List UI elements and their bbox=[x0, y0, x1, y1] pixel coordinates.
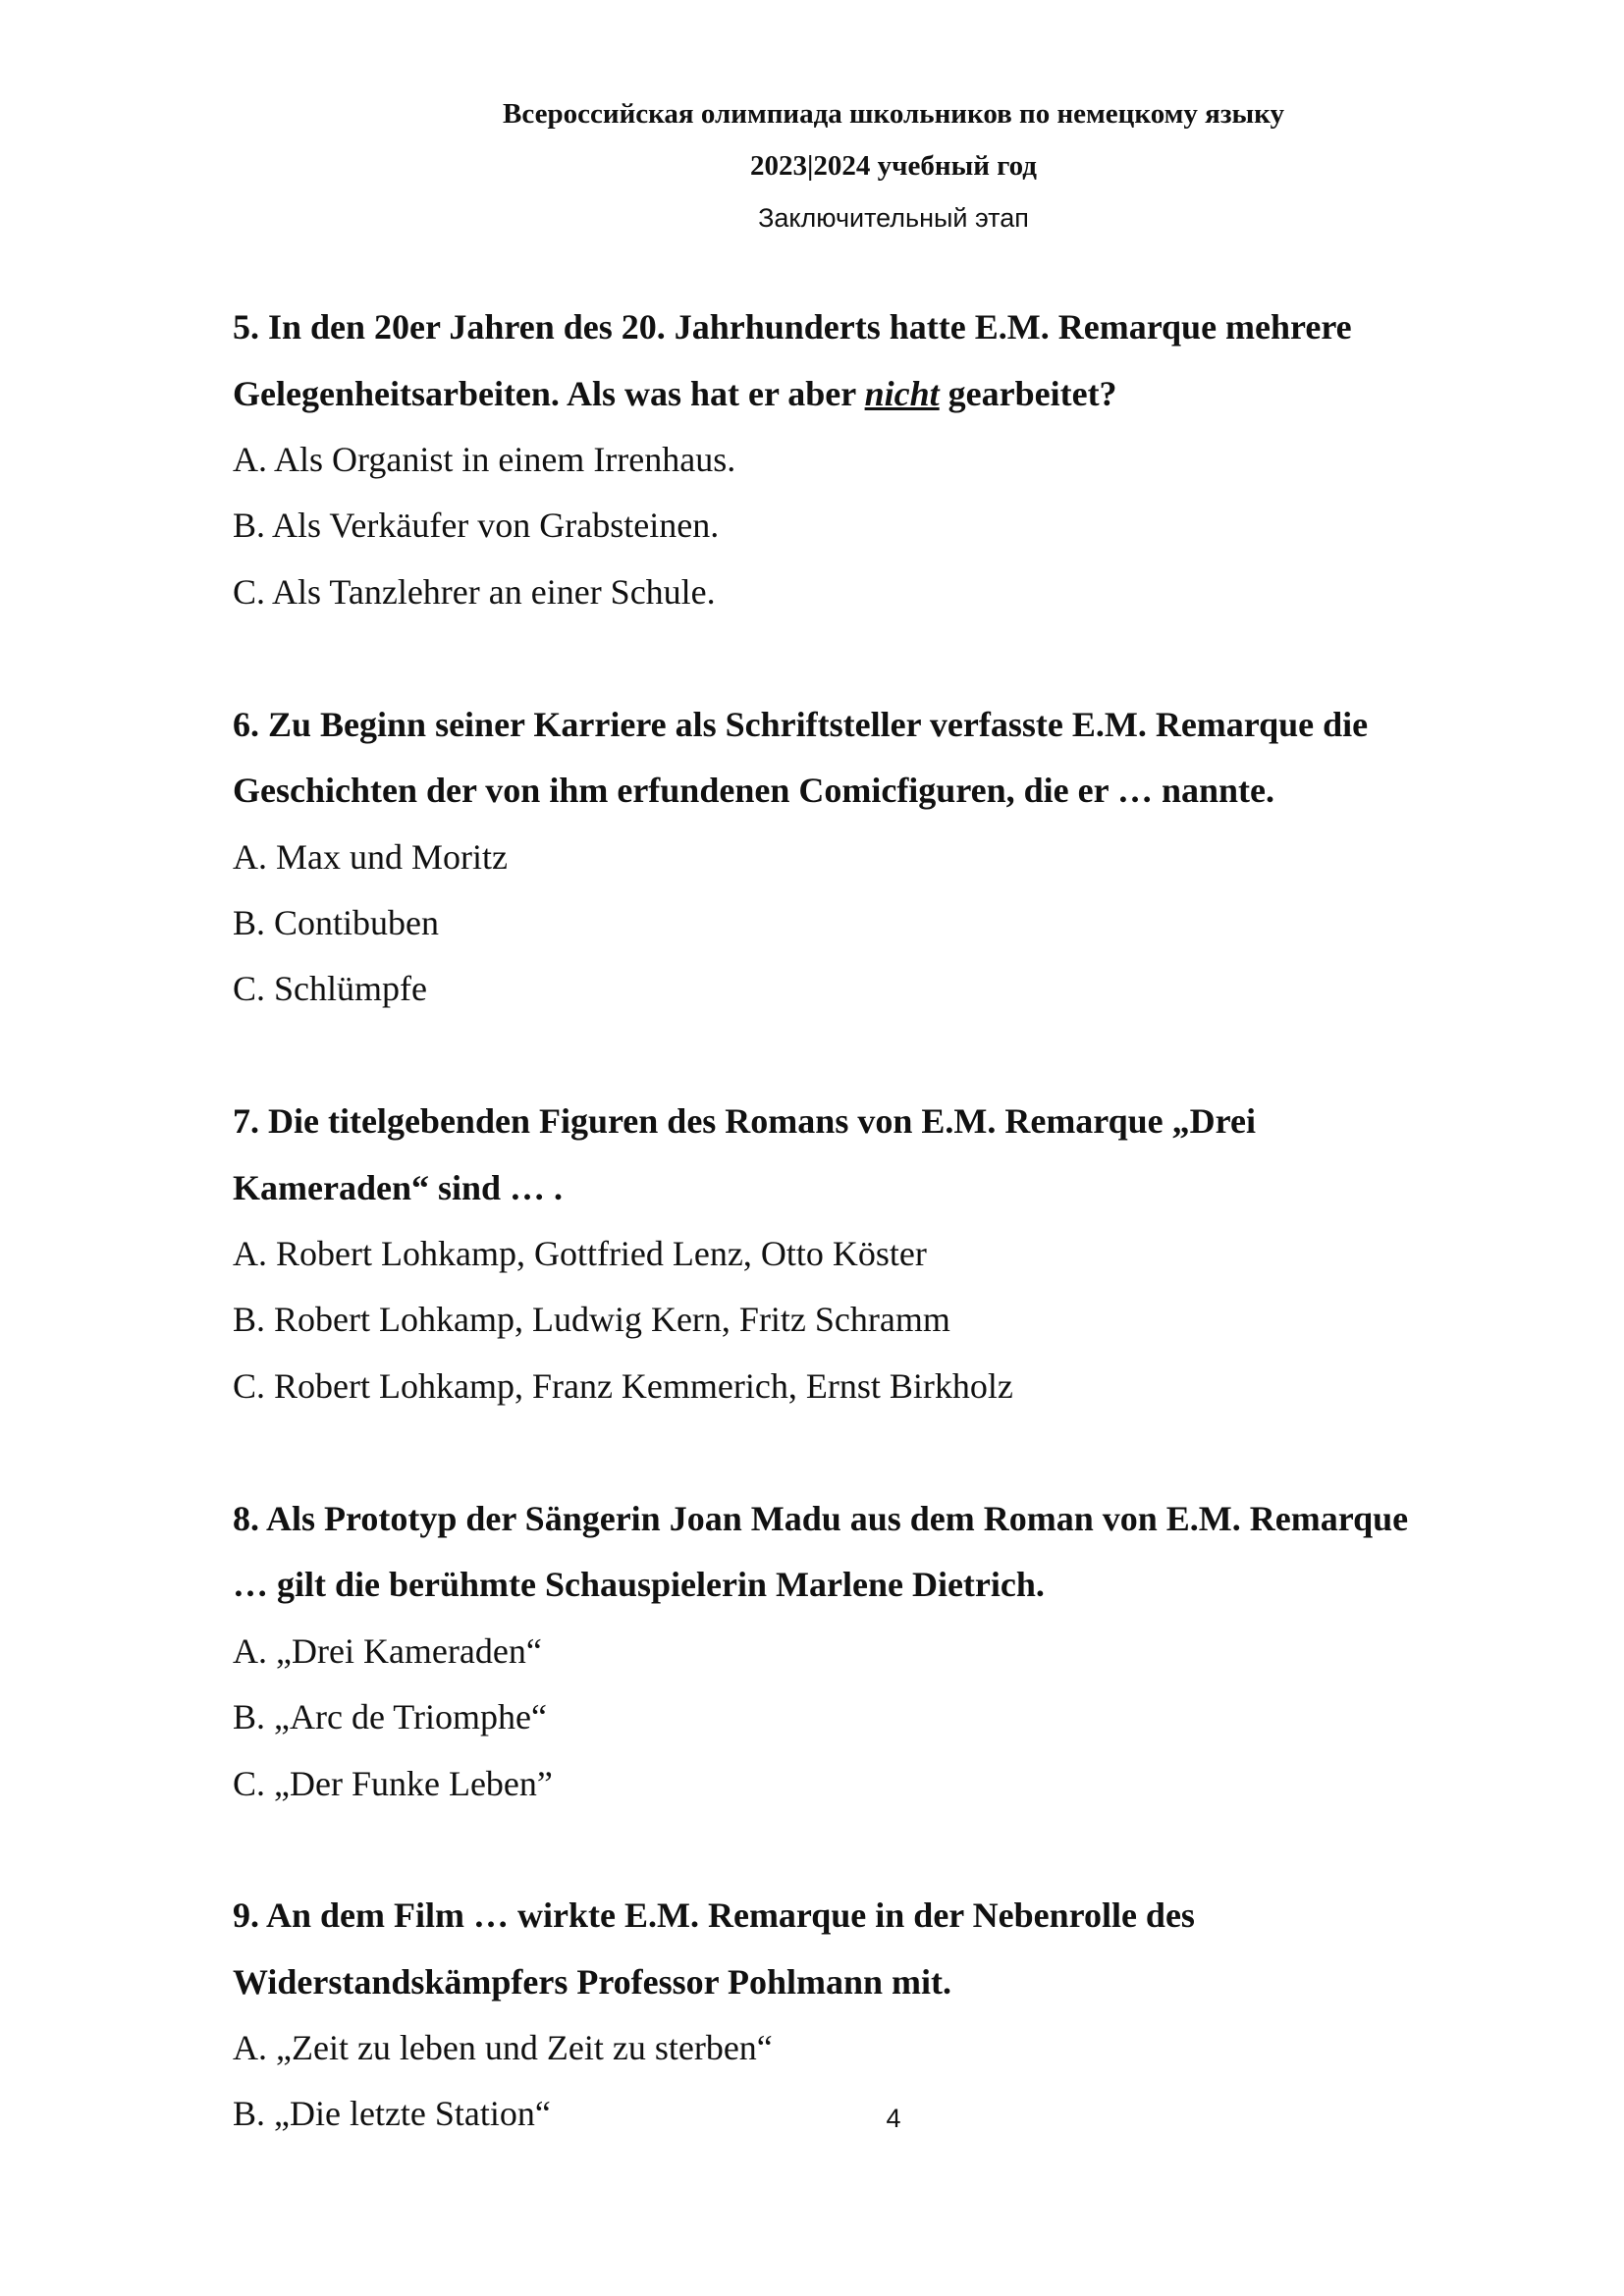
question-6-option-b: B. Contibuben bbox=[233, 903, 440, 942]
question-5-text-post: gearbeitet? bbox=[939, 374, 1117, 413]
question-9-line-1: 9. An dem Film … wirkte E.M. Remarque in der Nebenrolle des bbox=[233, 1896, 1195, 1935]
question-5-option-b: B. Als Verkäufer von Grabsteinen. bbox=[233, 506, 720, 545]
question-8-option-c: C. „Der Funke Leben” bbox=[233, 1764, 553, 1803]
olympiad-title: Всероссийская олимпиада школьников по немецкому языку bbox=[503, 98, 1284, 130]
question-8-line-2: … gilt die berühmte Schauspielerin Marlene Dietrich. bbox=[233, 1565, 1045, 1604]
question-5-text-pre: Gelegenheitsarbeiten. Als was hat er aber bbox=[233, 374, 865, 413]
question-8-line-1: 8. Als Prototyp der Sängerin Joan Madu aus dem Roman von E.M. Remarque bbox=[233, 1499, 1409, 1538]
question-9-option-b: B. „Die letzte Station“ bbox=[233, 2094, 551, 2133]
page-number: 4 bbox=[886, 2104, 901, 2133]
stage-label: Заключительный этап bbox=[758, 203, 1029, 233]
question-5-option-a: A. Als Organist in einem Irrenhaus. bbox=[233, 440, 736, 479]
question-6-line-1: 6. Zu Beginn seiner Karriere als Schriftsteller verfasste E.M. Remarque die bbox=[233, 705, 1369, 744]
question-9-option-a: A. „Zeit zu leben und Zeit zu sterben“ bbox=[233, 2028, 773, 2067]
question-7-line-1: 7. Die titelgebenden Figuren des Romans von E.M. Remarque „Drei bbox=[233, 1101, 1256, 1141]
question-6-option-c: C. Schlümpfe bbox=[233, 969, 427, 1008]
question-5-line-2 bbox=[233, 373, 1117, 414]
question-7-option-b: B. Robert Lohkamp, Ludwig Kern, Fritz Schramm bbox=[233, 1300, 950, 1339]
question-6-option-a: A. Max und Moritz bbox=[233, 837, 508, 877]
question-7-option-a: A. Robert Lohkamp, Gottfried Lenz, Otto Köster bbox=[233, 1234, 927, 1273]
question-7-option-c: C. Robert Lohkamp, Franz Kemmerich, Ernst Birkholz bbox=[233, 1366, 1013, 1406]
question-6-line-2: Geschichten der von ihm erfundenen Comicfiguren, die er … nannte. bbox=[233, 771, 1274, 810]
question-7-line-2: Kameraden“ sind … . bbox=[233, 1168, 564, 1207]
question-8-option-b: B. „Arc de Triomphe“ bbox=[233, 1697, 547, 1736]
question-9-line-2: Widerstandskämpfers Professor Pohlmann mit. bbox=[233, 1962, 952, 2002]
question-5-emphasis: nicht bbox=[864, 374, 940, 413]
question-8-option-a: A. „Drei Kameraden“ bbox=[233, 1631, 542, 1671]
question-5-line-1: 5. In den 20er Jahren des 20. Jahrhunderts hatte E.M. Remarque mehrere bbox=[233, 307, 1352, 347]
question-5-option-c: C. Als Tanzlehrer an einer Schule. bbox=[233, 572, 716, 612]
school-year: 2023|2024 учебный год bbox=[750, 150, 1037, 182]
